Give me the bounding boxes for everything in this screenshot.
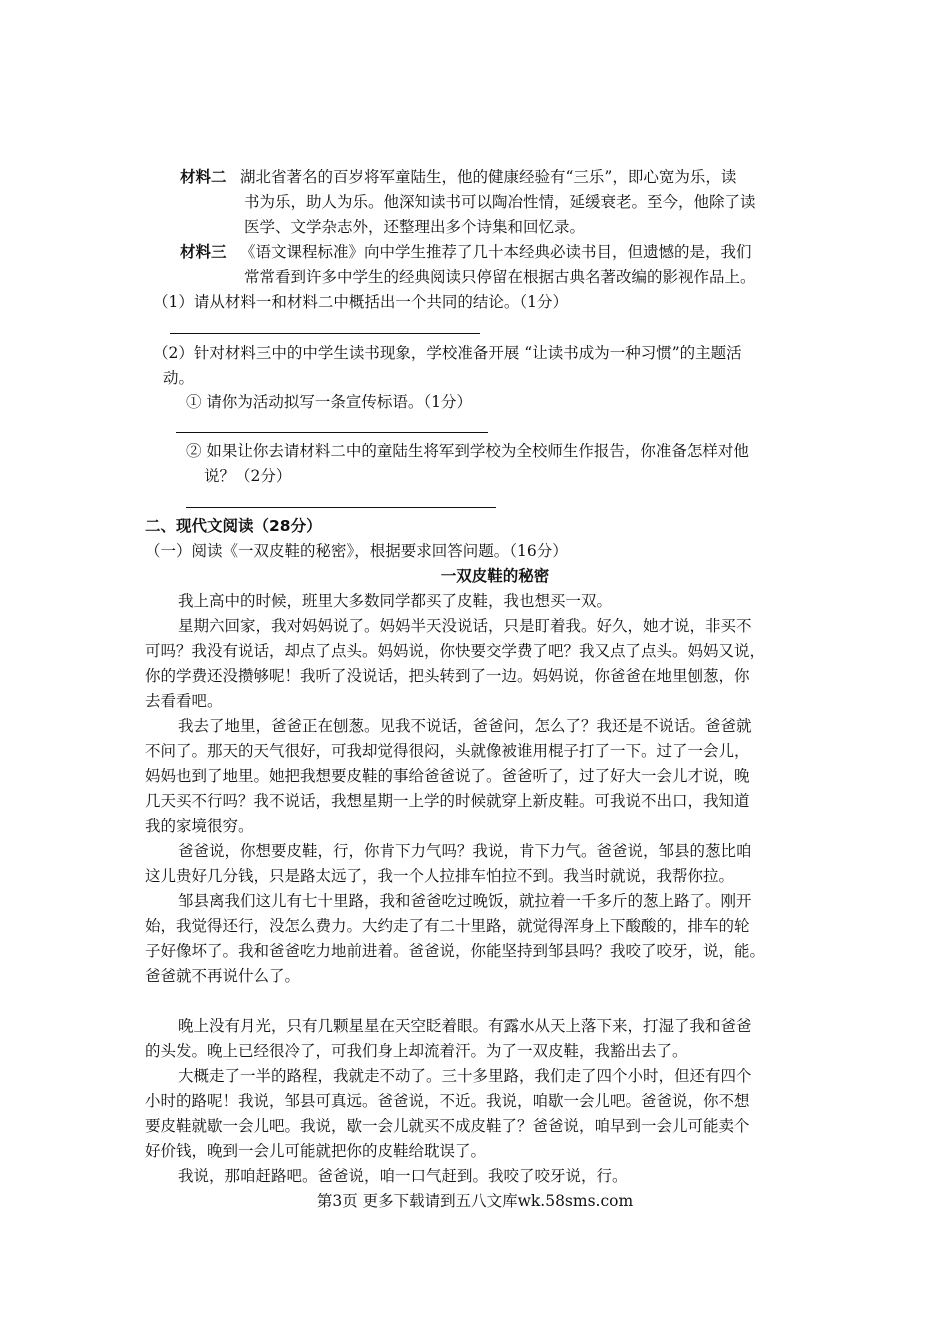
story-line: 好价钱，晚到一会儿可能就把你的皮鞋给耽误了。 (145, 1142, 487, 1160)
material-2-line-3: 医学、文学杂志外，还整理出多个诗集和回忆录。 (244, 218, 586, 236)
story-line: 子好像坏了。我和爸爸吃力地前进着。爸爸说，你能坚持到邹县吗？我咬了咬牙，说，能。 (145, 942, 766, 960)
material-3-line-2: 常常看到许多中学生的经典阅读只停留在根据古典名著改编的影视作品上。 (244, 268, 756, 286)
question-1: （1）请从材料一和材料二中概括出一个共同的结论。（1分） (153, 293, 568, 311)
question-2-line-2: 动。 (163, 369, 195, 387)
story-line: 几天买不行吗？我不说话，我想星期一上学的时候就穿上新皮鞋。可我说不出口，我知道 (145, 792, 750, 810)
story-title: 一双皮鞋的秘密 (440, 567, 550, 585)
story-line: 妈妈也到了地里。她把我想要皮鞋的事给爸爸说了。爸爸听了，过了好大一会儿才说，晚 (145, 767, 750, 785)
answer-blank-1[interactable] (170, 333, 480, 334)
question-2-sub-2-line-2: 说？（2分） (204, 467, 292, 485)
story-line: 晚上没有月光，只有几颗星星在天空眨着眼。有露水从天上落下来，打湿了我和爸爸 (178, 1017, 752, 1035)
material-2-line-2: 书为乐，助人为乐。他深知读书可以陶冶性情，延缓衰老。至今，他除了读 (244, 193, 756, 211)
story-line: 始，我觉得还行，没怎么费力。大约走了有二十里路，就觉得浑身上下酸酸的，排车的轮 (145, 917, 750, 935)
section-subheading: （一）阅读《一双皮鞋的秘密》，根据要求回答问题。（16分） (145, 542, 568, 560)
story-line: 星期六回家，我对妈妈说了。妈妈半天没说话，只是盯着我。好久，她才说，非买不 (178, 617, 752, 635)
question-2-sub-1: ① 请你为活动拟写一条宣传标语。（1分） (186, 393, 473, 411)
story-line: 爸爸说，你想要皮鞋，行，你肯下力气吗？我说，肯下力气。爸爸说，邹县的葱比咱 (178, 842, 752, 860)
story-line: 要皮鞋就歇一会儿吧。我说，歇一会儿就买不成皮鞋了？爸爸说，咱早到一会儿可能卖个 (145, 1117, 750, 1135)
section-heading: 二、现代文阅读（28分） (145, 517, 322, 535)
material-2-label: 材料二 (180, 168, 227, 186)
story-line: 去看看吧。 (145, 692, 223, 710)
story-line: 邹县离我们这儿有七十里路，我和爸爸吃过晚饭，就拉着一千多斤的葱上路了。刚开 (178, 892, 752, 910)
material-3-label: 材料三 (180, 243, 227, 261)
answer-blank-3[interactable] (186, 507, 496, 508)
story-line: 我去了地里，爸爸正在刨葱。见我不说话，爸爸问，怎么了？我还是不说话。爸爸就 (178, 717, 752, 735)
story-line: 我说，那咱赶路吧。爸爸说，咱一口气赶到。我咬了咬牙说，行。 (178, 1167, 628, 1185)
story-line: 大概走了一半的路程，我就走不动了。三十多里路，我们走了四个小时，但还有四个 (178, 1067, 752, 1085)
story-line: 不问了。那天的天气很好，可我却觉得很闷，头就像被谁用棍子打了一下。过了一会儿， (145, 742, 750, 760)
story-line: 你的学费还没攒够呢！我听了没说话，把头转到了一边。妈妈说，你爸爸在地里刨葱，你 (145, 667, 750, 685)
question-2-line-1: （2）针对材料三中的中学生读书现象，学校准备开展 “让读书成为一种习惯”的主题活 (153, 344, 742, 362)
material-2-line-1: 湖北省著名的百岁将军童陆生，他的健康经验有“三乐”，即心宽为乐，读 (240, 168, 737, 186)
answer-blank-2[interactable] (176, 432, 488, 433)
page-footer: 第3页 更多下载请到五八文库wk.58sms.com (316, 1192, 634, 1210)
material-3-line-1: 《语文课程标准》向中学生推荐了几十本经典必读书目，但遗憾的是，我们 (240, 243, 752, 261)
story-line: 这儿贵好几分钱，只是路太远了，我一个人拉排车怕拉不到。我当时就说，我帮你拉。 (145, 867, 735, 885)
story-line: 爸爸就不再说什么了。 (145, 967, 301, 985)
story-line: 我上高中的时候，班里大多数同学都买了皮鞋，我也想买一双。 (178, 592, 613, 610)
question-2-sub-2-line-1: ② 如果让你去请材料二中的童陆生将军到学校为全校师生作报告，你准备怎样对他 (186, 442, 749, 460)
story-line: 我的家境很穷。 (145, 817, 254, 835)
story-line: 的头发。晚上已经很冷了，可我们身上却流着汗。为了一双皮鞋，我豁出去了。 (145, 1042, 688, 1060)
story-line: 小时的路呢！我说，邹县可真远。爸爸说，不近。我说，咱歇一会儿吧。爸爸说，你不想 (145, 1092, 750, 1110)
story-line: 可吗？我没有说话，却点了点头。妈妈说，你快要交学费了吧？我又点了点头。妈妈又说， (145, 642, 766, 660)
